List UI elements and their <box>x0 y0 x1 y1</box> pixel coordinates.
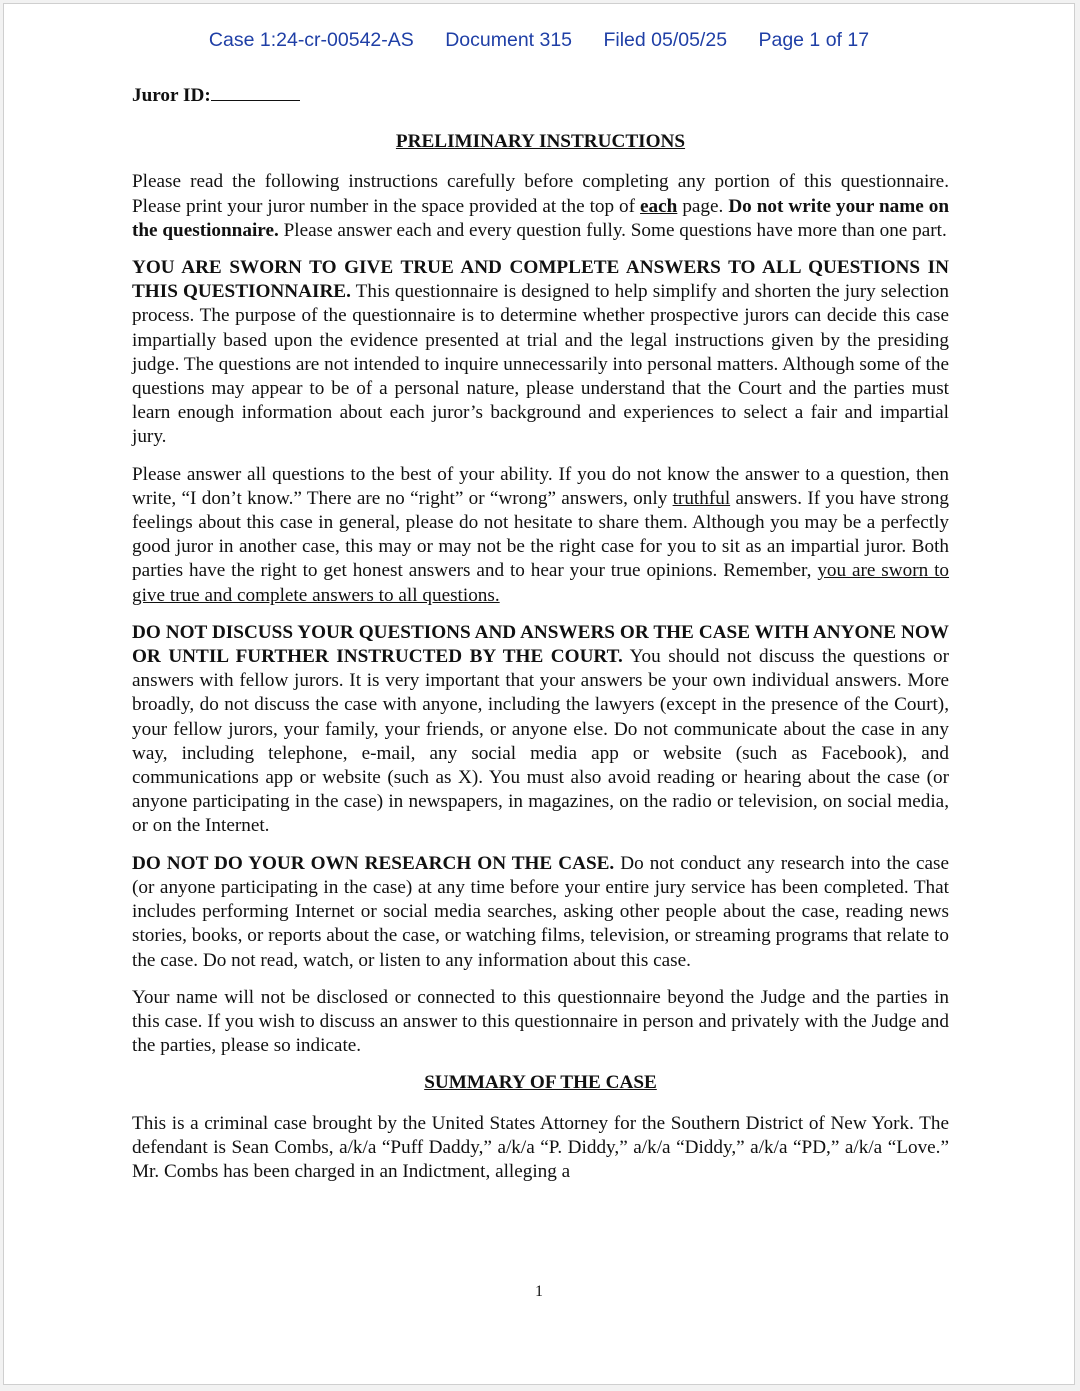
paragraph-case-summary: This is a criminal case brought by the United States Attorney for the Southern District of New York. The defendant is Sean Combs, a/k/a “Puff Daddy,” a/k/a “P. Diddy,” a/k/a “Diddy,” a/k/a “PD,” a/k/a “Love.” Mr. Combs has been charged in an Indictment, alleging a <box>132 1112 949 1182</box>
summary-of-case-heading: SUMMARY OF THE CASE <box>424 1072 657 1094</box>
preliminary-instructions-heading: PRELIMINARY INSTRUCTIONS <box>395 131 686 153</box>
paragraph-read-instructions: Please read the following instructions carefully before completing any portion of this questionnaire. Please print your juror number in the space provided at the top of each page. Do not write your name on the questionnaire. Please answer each and every question fully. Some questions have more than one part. <box>132 171 949 241</box>
no-research-warning: DO NOT DO YOUR OWN RESEARCH ON THE CASE. <box>132 852 615 874</box>
truthful-emphasis: truthful <box>672 487 731 509</box>
paragraph-do-not-discuss: DO NOT DISCUSS YOUR QUESTIONS AND ANSWERS OR THE CASE WITH ANYONE NOW OR UNTIL FURTHER INSTRUCTED BY THE COURT. You should not discuss the questions or answers with fellow jurors. It is very important that your answers be your own individual answers. More broadly, do not discuss the case with anyone, including the lawyers (except in the presence of the Court), your fellow jurors, your family, your friends, or anyone else. Do not communicate about the case in any way, including telephone, e-mail, any social media app or website (such as Facebook), and communications app or website (such as X). You must also avoid reading or hearing about the case (or anyone participating in the case) in newspapers, in magazines, on the radio or television, on social media, or on the Internet. <box>132 621 949 837</box>
paragraph-sworn-answers: YOU ARE SWORN TO GIVE TRUE AND COMPLETE ANSWERS TO ALL QUESTIONS IN THIS QUESTIONNAIRE. This questionnaire is designed to help simplify and shorten the jury selection process. The purpose of the questionnaire is to determine whether prospective jurors can decide this case impartially based upon the evidence presented at trial and the legal instructions given by the presiding judge. The questions are not intended to inquire unnecessarily into personal matters. Although some of the questions may appear to be of a personal nature, please understand that the Court and the parties must learn enough information about each juror’s background and experiences to select a fair and impartial jury. <box>132 257 949 448</box>
sworn-reminder: you are sworn to give true and complete answers to all questions. <box>132 560 950 606</box>
do-not-discuss-warning: DO NOT DISCUSS YOUR QUESTIONS AND ANSWERS OR THE CASE WITH ANYONE NOW OR UNTIL FURTHER INSTRUCTED BY THE COURT. <box>132 621 949 668</box>
paragraph-answer-all: Please answer all questions to the best of your ability. If you do not know the answer to a question, then write, “I don’t know.” There are no “right” or “wrong” answers, only truthful answers. If you have strong feelings about this case in general, please do not hesitate to share them. Although you may be a perfectly good juror in another case, this may or may not be the right case for you to sit as an impartial juror. Both parties have the right to get honest answers and to hear your true opinions. Remember, you are sworn to give true and complete answers to all questions. <box>132 463 950 606</box>
document-page <box>3 3 1075 1385</box>
sworn-warning: YOU ARE SWORN TO GIVE TRUE AND COMPLETE ANSWERS TO ALL QUESTIONS IN THIS QUESTIONNAIRE. <box>132 257 949 303</box>
paragraph-no-research: DO NOT DO YOUR OWN RESEARCH ON THE CASE. Do not conduct any research into the case (or anyone participating in the case) at any time before your entire jury service has been completed. That includes performing Internet or social media searches, asking other people about the case, reading news stories, books, or reports about the case, or watching films, television, or streaming programs that relate to the case. Do not read, watch, or listen to any information about this case. <box>132 852 949 971</box>
no-name-warning: Do not write your name on the questionnaire. <box>132 195 949 241</box>
case-number: Case 1:24-cr-00542-AS <box>208 29 414 51</box>
filed-date: Filed 05/05/25 <box>603 29 728 51</box>
document-body <box>132 84 949 1197</box>
juror-id-label: Juror ID: <box>132 85 211 106</box>
ecf-header <box>4 29 1074 52</box>
juror-id-blank <box>211 84 300 101</box>
paragraph-name-disclosure: Your name will not be disclosed or connected to this questionnaire beyond the Judge and the parties in this case. If you wish to discuss an answer to this questionnaire in person and privately with the Judge and the parties, please so indicate. <box>132 986 949 1057</box>
document-number: Document 315 <box>445 29 573 51</box>
juror-id-line <box>132 84 949 108</box>
page-indicator: Page 1 of 17 <box>758 29 870 51</box>
each-emphasis: each <box>640 195 678 217</box>
page-number: 1 <box>535 1283 543 1300</box>
